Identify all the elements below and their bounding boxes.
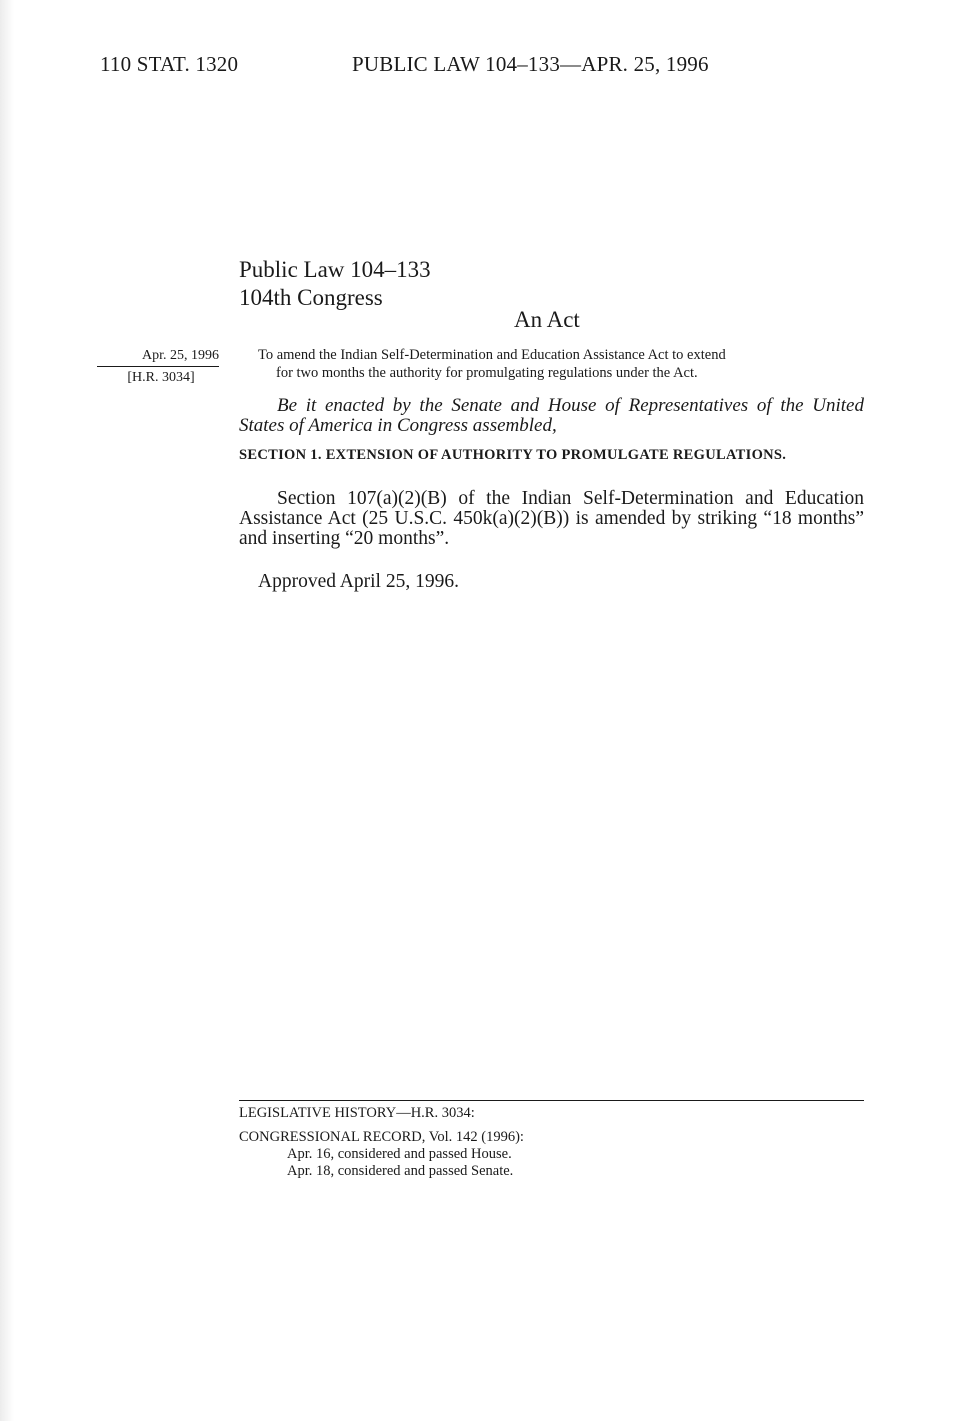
law-number: Public Law 104–133: [239, 257, 431, 282]
statute-page-reference: 110 STAT. 1320: [100, 52, 239, 76]
approval-date: Approved April 25, 1996.: [258, 571, 459, 592]
margin-date: Apr. 25, 1996: [97, 346, 219, 367]
congress-number: 104th Congress: [239, 285, 383, 310]
section-body: Section 107(a)(2)(B) of the Indian Self-Determination and Education Assistance Act (25 U.S.C. 450k(a)(2)(B)) is amended by striking “18 months” and inserting “20 months”.: [239, 488, 864, 549]
history-item: Apr. 16, considered and passed House.: [287, 1146, 512, 1162]
legislative-history: [239, 1100, 864, 1180]
history-item: Apr. 18, considered and passed Senate.: [287, 1163, 514, 1179]
law-title-block: [239, 256, 431, 312]
purpose-statement: [258, 346, 858, 382]
running-head-law-date: PUBLIC LAW 104–133—APR. 25, 1996: [352, 52, 709, 76]
page-edge-shadow: [0, 0, 14, 1421]
purpose-line-1: To amend the Indian Self-Determination and Education Assistance Act to extend: [258, 347, 726, 363]
purpose-line-2: for two months the authority for promulgating regulations under the Act.: [276, 365, 698, 381]
margin-note: [97, 346, 219, 387]
congressional-record-reference: CONGRESSIONAL RECORD, Vol. 142 (1996):: [239, 1129, 524, 1145]
enacting-clause: Be it enacted by the Senate and House of Representatives of the United States of America in Congress assembled,: [239, 395, 864, 436]
act-heading: An Act: [514, 307, 580, 332]
margin-bill-number: [H.R. 3034]: [127, 370, 195, 385]
section-heading: SECTION 1. EXTENSION OF AUTHORITY TO PROMULGATE REGULATIONS.: [239, 447, 787, 463]
legislative-history-title: LEGISLATIVE HISTORY—H.R. 3034:: [239, 1105, 475, 1121]
